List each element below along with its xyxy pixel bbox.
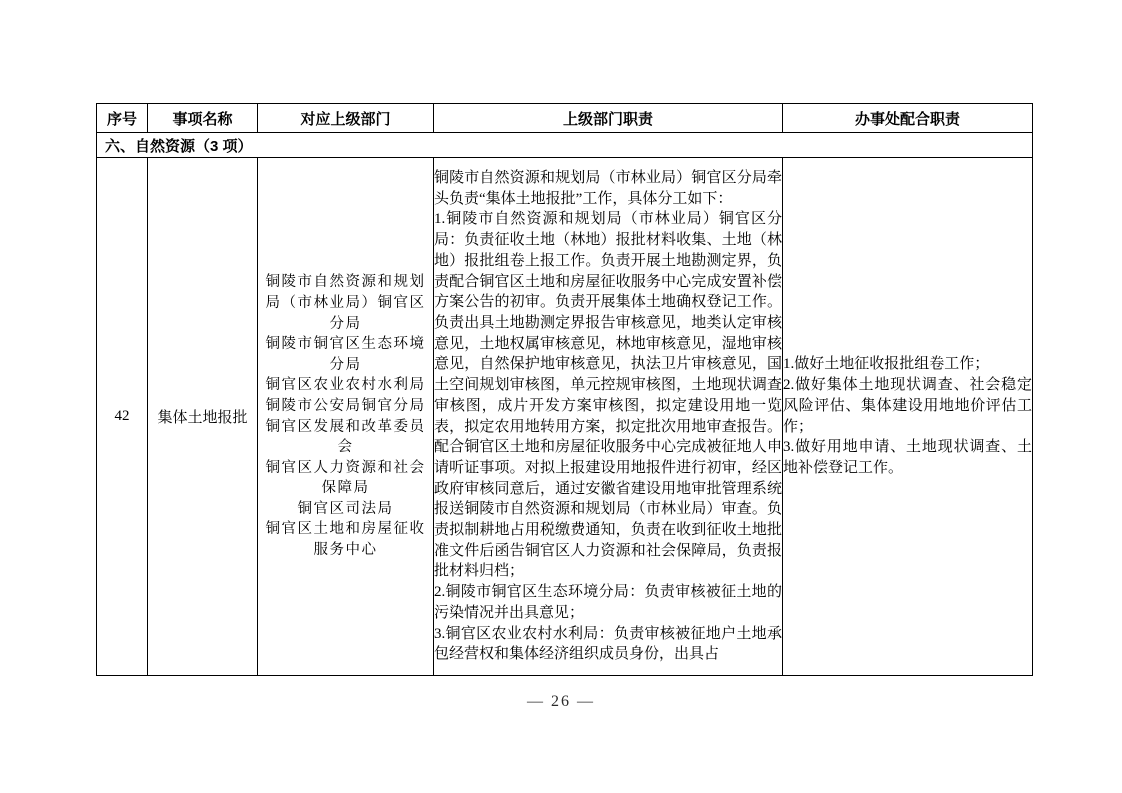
office-duty-paragraph: 2.做好集体土地现状调查、社会稳定风险评估、集体建设用地地价评估工作； — [783, 377, 1032, 435]
row-item-name: 集体土地报批 — [148, 158, 258, 676]
office-duty-paragraph: 3.做好用地申请、土地现状调查、土地补偿登记工作。 — [783, 439, 1032, 476]
superior-department-item: 铜官区人力资源和社会保障局 — [265, 459, 426, 497]
superior-department-item: 铜陵市自然资源和规划局（市林业局）铜官区分局 — [265, 274, 426, 332]
header-item-name: 事项名称 — [148, 104, 258, 133]
superior-department-item: 铜官区司法局 — [297, 500, 394, 517]
superior-department-item: 铜官区土地和房屋征收服务中心 — [265, 521, 426, 559]
table-row — [97, 158, 1033, 676]
superior-department-item: 铜官区发展和改革委员会 — [265, 418, 426, 456]
row-superior-departments — [258, 158, 434, 676]
table-header-row — [97, 104, 1033, 133]
superior-duty-paragraph: 3.铜官区农业农村水利局：负责审核被征地户土地承包经营权和集体经济组织成员身份，出具占 — [434, 625, 782, 663]
superior-duty-paragraph: 2.铜陵市铜官区生态环境分局：负责审核被征土地的污染情况并出具意见； — [434, 584, 782, 621]
row-office-duties — [783, 158, 1033, 676]
row-superior-duties — [434, 158, 783, 676]
page-number: — 26 — — [527, 693, 595, 710]
office-duty-paragraph: 1.做好土地征收报批组卷工作； — [783, 356, 990, 373]
superior-department-item: 铜陵市铜官区生态环境分局 — [265, 336, 426, 373]
duties-table — [96, 103, 1033, 676]
row-seq: 42 — [97, 158, 148, 676]
superior-department-item: 铜陵市公安局铜官分局 — [265, 397, 426, 414]
header-superior-department: 对应上级部门 — [258, 104, 434, 133]
section-title: 六、自然资源（3 项） — [97, 133, 1033, 158]
superior-duty-paragraph: 1.铜陵市自然资源和规划局（市林业局）铜官区分局：负责征收土地（林地）报批材料收集、土地（林地）报批组卷上报工作。负责开展土地勘测定界，负责配合铜官区土地和房屋征收服务中心完成安置补偿方案公告的初审。负责开展集体土地确权登记工作。负责出具土地勘测定界报告审核意见，地类认定审核意见，土地权属审核意见，林地审核意见，湿地审核意见，自然保护地审核意见，执法卫片审核意见，国土空间规划审核图，单元控规审核图，土地现状调查审核图，成片开发方案审核图，拟定建设用地一览表，拟定农用地转用方案，拟定批次用地审查报告。配合铜官区土地和房屋征收服务中心完成被征地人申请听证事项。对拟上报建设用地报件进行初审，经区政府审核同意后，通过安徽省建设用地审批管理系统报送铜陵市自然资源和规划局（市林业局）审查。负责拟制耕地占用税缴费通知，负责在收到征收土地批准文件后函告铜官区人力资源和社会保障局，负责报批材料归档； — [434, 211, 782, 580]
superior-department-item: 铜官区农业农村水利局 — [265, 377, 426, 394]
superior-duty-paragraph: 铜陵市自然资源和规划局（市林业局）铜官区分局牵头负责“集体土地报批”工作，具体分工如下： — [434, 170, 782, 207]
header-superior-duties: 上级部门职责 — [434, 104, 783, 133]
header-seq: 序号 — [97, 104, 148, 133]
section-row — [97, 133, 1033, 158]
header-office-duties: 办事处配合职责 — [783, 104, 1033, 133]
